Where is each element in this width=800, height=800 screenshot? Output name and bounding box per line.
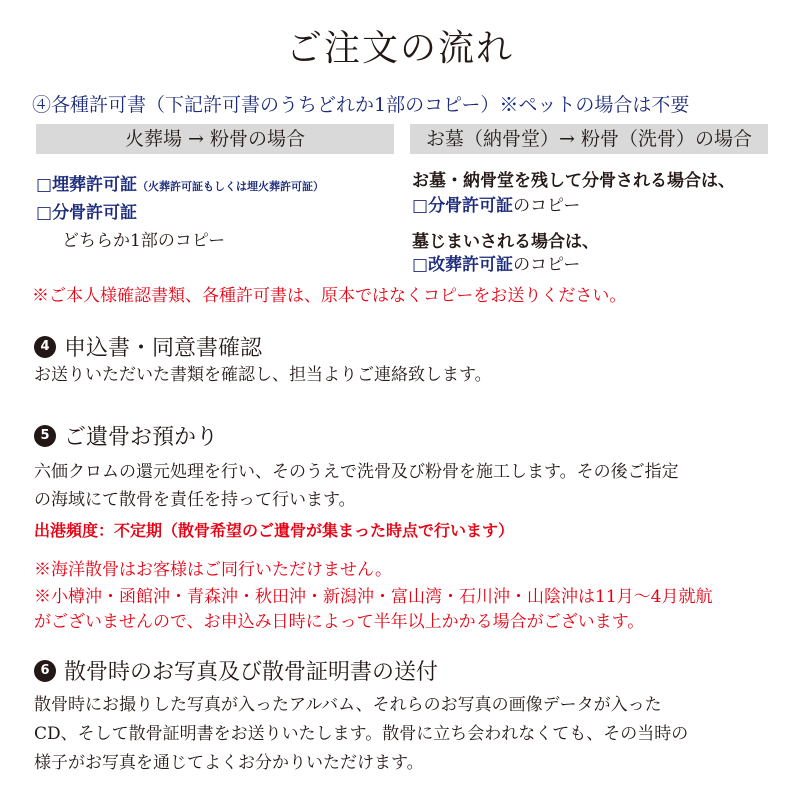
step-6-body-line3: 様子がお写真を通じてよくお分かりいただけます。 (34, 753, 424, 773)
departure-frequency: 出港頻度：不定期（散骨希望のご遺骨が集まった時点で行います） (34, 521, 515, 540)
page-title: ご注文の流れ (285, 28, 514, 69)
copy-notice: ※ご本人様確認書類、各種許可書は、原本ではなくコピーをお送りください。 (32, 286, 627, 306)
step-number-badge: 6 (34, 660, 56, 682)
burial-permit-item (36, 170, 324, 195)
step-5-heading (34, 420, 218, 451)
step-5-body-line2: の海域にて散骨を責任を持って行います。 (34, 490, 356, 510)
left-column-header: 火葬場 → 粉骨の場合 (36, 124, 394, 154)
right-case2-suffix: のコピー (513, 255, 581, 275)
step-6-title: 散骨時のお写真及び散骨証明書の送付 (64, 660, 439, 685)
step-6-heading (34, 655, 438, 686)
step-5-title: ご遺骨お預かり (64, 425, 219, 450)
step-4-body: お送りいただいた書類を確認し、担当よりご連絡致します。 (34, 365, 492, 385)
checkbox-icon: □ (412, 196, 429, 216)
right-case1-text: お墓・納骨堂を残して分骨される場合は、 (412, 171, 735, 191)
right-case1-item (412, 191, 580, 216)
step-5-note2-line2: がございませんので、お申込み日時によって半年以上かかる場合がございます。 (34, 612, 645, 632)
right-case1-label: 分骨許可証 (428, 196, 514, 216)
step-6-body-line1: 散骨時にお撮りした写真が入ったアルバム、それらのお写真の画像データが入った (34, 695, 662, 715)
bone-division-permit-label: 分骨許可証 (52, 203, 138, 223)
checkbox-icon: □ (412, 255, 429, 275)
checkbox-icon: □ (36, 175, 53, 195)
burial-permit-label: 埋葬許可証 (52, 175, 138, 195)
right-case1-suffix: のコピー (513, 196, 581, 216)
step-4-heading (34, 331, 262, 362)
right-case2-label: 改葬許可証 (428, 255, 514, 275)
step-5-note1: ※海洋散骨はお客様はご同行いただけません。 (34, 560, 393, 580)
right-case2-text: 墓じまいされる場合は、 (412, 232, 599, 252)
burial-permit-note: （火葬許可証もしくは埋火葬許可証） (137, 180, 325, 193)
step-6-body-line2: CD、そして散骨証明書をお送りいたします。散骨に立ち会われなくても、その当時の (34, 724, 689, 744)
right-column-header: お墓（納骨堂）→ 粉骨（洗骨）の場合 (410, 124, 768, 154)
step-4-title: 申込書・同意書確認 (64, 336, 263, 361)
step-5-body-line1: 六価クロムの還元処理を行い、そのうえで洗骨及び粉骨を施工します。その後ご指定 (34, 462, 679, 482)
left-column-footer: どちらか1部のコピー (62, 231, 226, 251)
checkbox-icon: □ (36, 203, 53, 223)
required-docs-heading: ④各種許可書（下記許可書のうちどれか1部のコピー）※ペットの場合は不要 (32, 94, 690, 116)
step-number-badge: 5 (34, 425, 56, 447)
right-case2-item (412, 250, 580, 275)
step-number-badge: 4 (34, 336, 56, 358)
step-5-note2-line1: ※小樽沖・函館沖・青森沖・秋田沖・新潟沖・富山湾・石川沖・山陰沖は11月～4月就航 (34, 587, 713, 607)
bone-division-permit-item (36, 198, 137, 223)
